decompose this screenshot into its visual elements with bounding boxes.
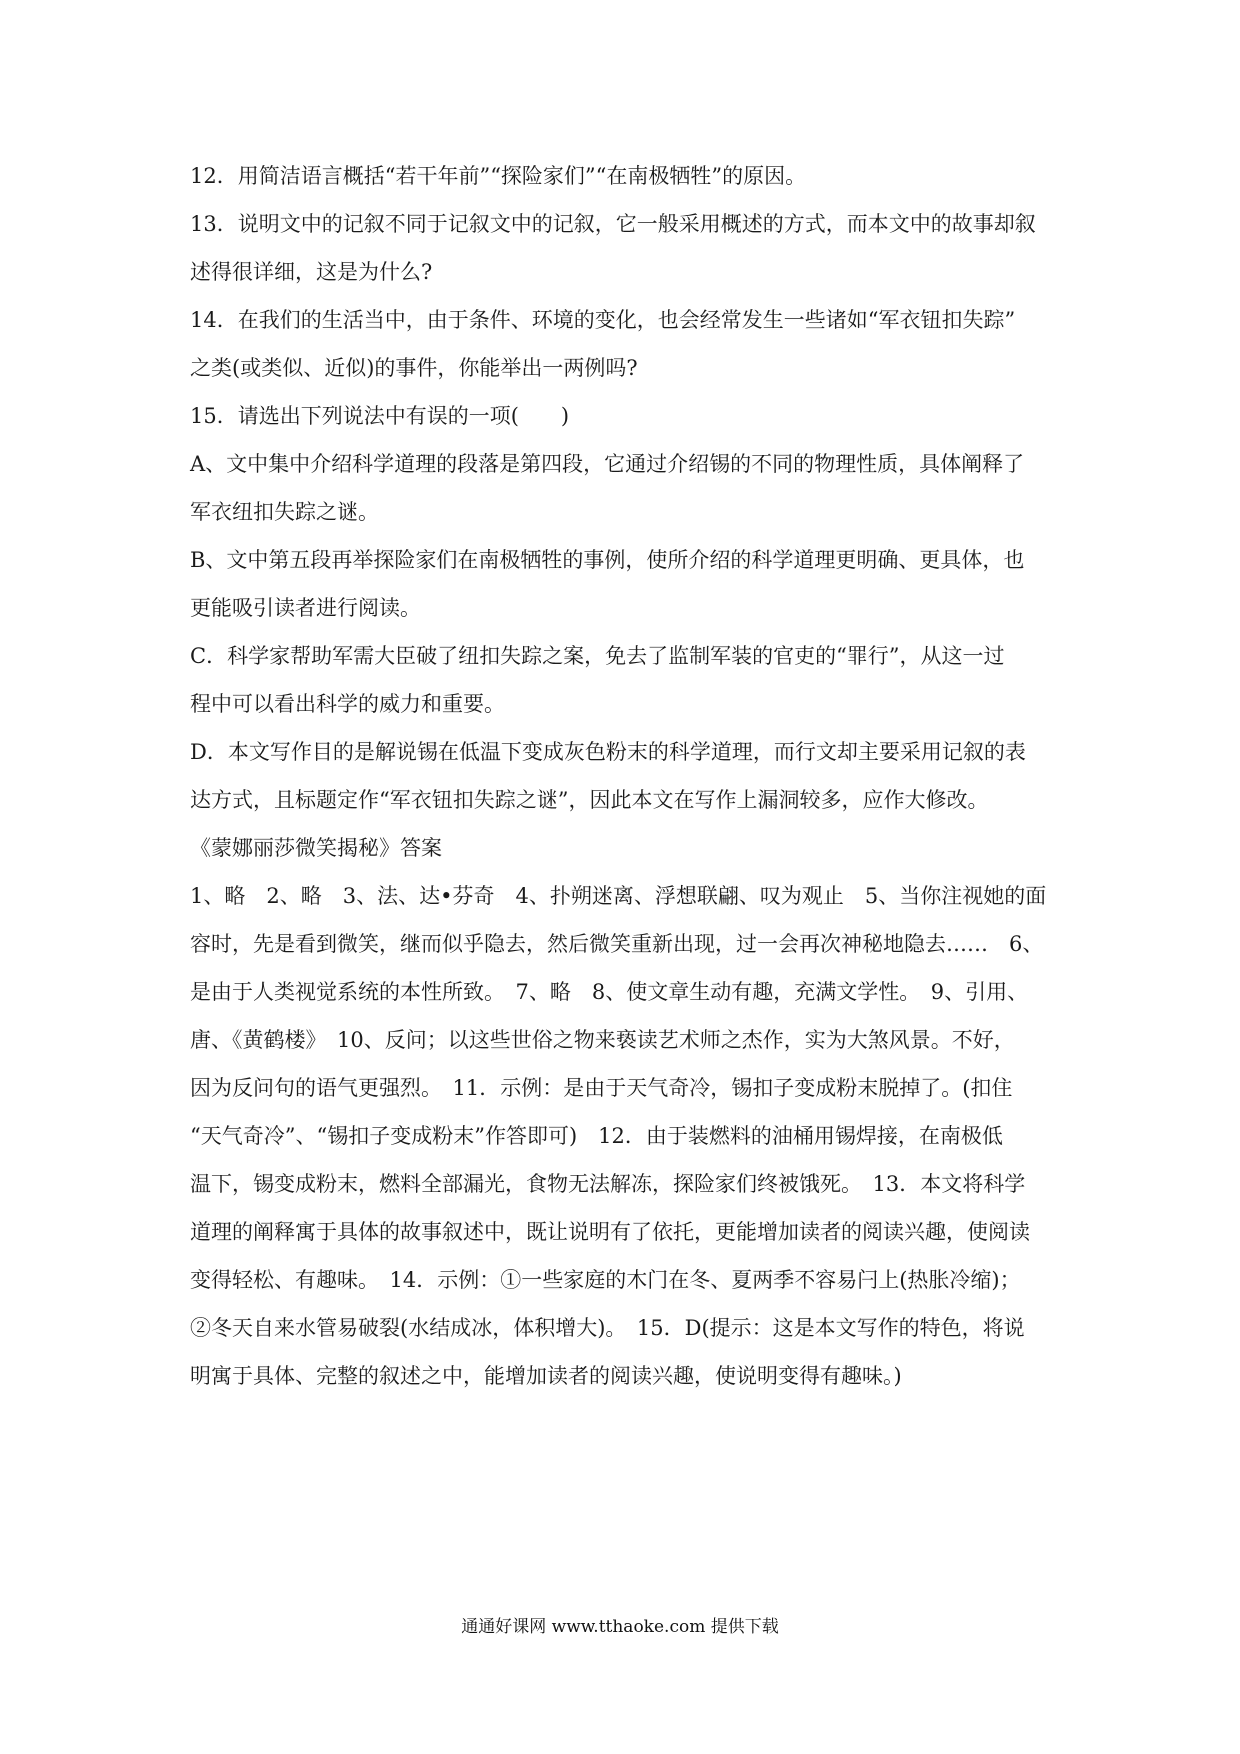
answers-heading: 《蒙娜丽莎微笑揭秘》答案: [190, 836, 442, 860]
text-line: 明寓于具体、完整的叙述之中，能增加读者的阅读兴趣，使说明变得有趣味。): [190, 1364, 902, 1388]
text-line: 温下，锡变成粉末，燃料全部漏光，食物无法解冻，探险家们终被饿死。 13．本文将科学: [190, 1172, 1026, 1196]
text-line: 变得轻松、有趣味。 14．示例：①一些家庭的木门在冬、夏两季不容易闩上(热胀冷缩)；: [190, 1268, 1021, 1292]
text-line: 程中可以看出科学的威力和重要。: [190, 692, 505, 716]
text-line: 达方式，且标题定作“军衣钮扣失踪之谜”，因此本文在写作上漏洞较多，应作大修改。: [190, 788, 989, 812]
text-line: 道理的阐释寓于具体的故事叙述中，既让说明有了依托，更能增加读者的阅读兴趣，使阅读: [190, 1220, 1030, 1244]
text-line: 1、略 2、略 3、法、达•芬奇 4、扑朔迷离、浮想联翩、叹为观止 5、当你注视她的面: [190, 884, 1047, 908]
text-line: D．本文写作目的是解说锡在低温下变成灰色粉末的科学道理，而行文却主要采用记叙的表: [190, 740, 1026, 764]
text-line: 更能吸引读者进行阅读。: [190, 596, 421, 620]
page-footer: 通通好课网 www.tthaoke.com 提供下载: [461, 1617, 779, 1637]
text-line: A、文中集中介绍科学道理的段落是第四段，它通过介绍锡的不同的物理性质，具体阐释了: [190, 452, 1025, 476]
text-line: 是由于人类视觉系统的本性所致。 7、略 8、使文章生动有趣，充满文学性。 9、引用、: [190, 980, 1029, 1004]
text-line: 唐、《黄鹤楼》 10、反问；以这些世俗之物来亵读艺术师之杰作，实为大煞风景。不好，: [190, 1028, 1015, 1052]
text-line: C．科学家帮助军需大臣破了纽扣失踪之案，免去了监制军装的官吏的“罪行”，从这一过: [190, 644, 1005, 668]
text-line: 13．说明文中的记叙不同于记叙文中的记叙，它一般采用概述的方式，而本文中的故事却叙: [190, 212, 1036, 236]
document-body: [190, 152, 1060, 1400]
text-line: 因为反问句的语气更强烈。 11．示例：是由于天气奇冷，锡扣子变成粉末脱掉了。(扣住: [190, 1076, 1013, 1100]
text-line: 述得很详细，这是为什么?: [190, 260, 433, 284]
text-line: 容时，先是看到微笑，继而似乎隐去，然后微笑重新出现，过一会再次神秘地隐去…… 6、: [190, 932, 1044, 956]
text-line: 12．用简洁语言概括“若干年前”“探险家们”“在南极牺牲”的原因。: [190, 164, 807, 188]
text-line: 军衣纽扣失踪之谜。: [190, 500, 379, 524]
text-line: 14．在我们的生活当中，由于条件、环境的变化，也会经常发生一些诸如“军衣钮扣失踪”: [190, 308, 1016, 332]
text-line: “天气奇冷”、“锡扣子变成粉末”作答即可) 12．由于装燃料的油桶用锡焊接，在南极低: [190, 1124, 1003, 1148]
text-line: 之类(或类似、近似)的事件，你能举出一两例吗?: [190, 356, 638, 380]
text-line: 15．请选出下列说法中有误的一项( ): [190, 404, 570, 428]
text-line: ②冬天自来水管易破裂(水结成冰，体积增大)。 15．D(提示：这是本文写作的特色，将说: [190, 1316, 1025, 1340]
text-line: B、文中第五段再举探险家们在南极牺牲的事例，使所介绍的科学道理更明确、更具体，也: [190, 548, 1025, 572]
